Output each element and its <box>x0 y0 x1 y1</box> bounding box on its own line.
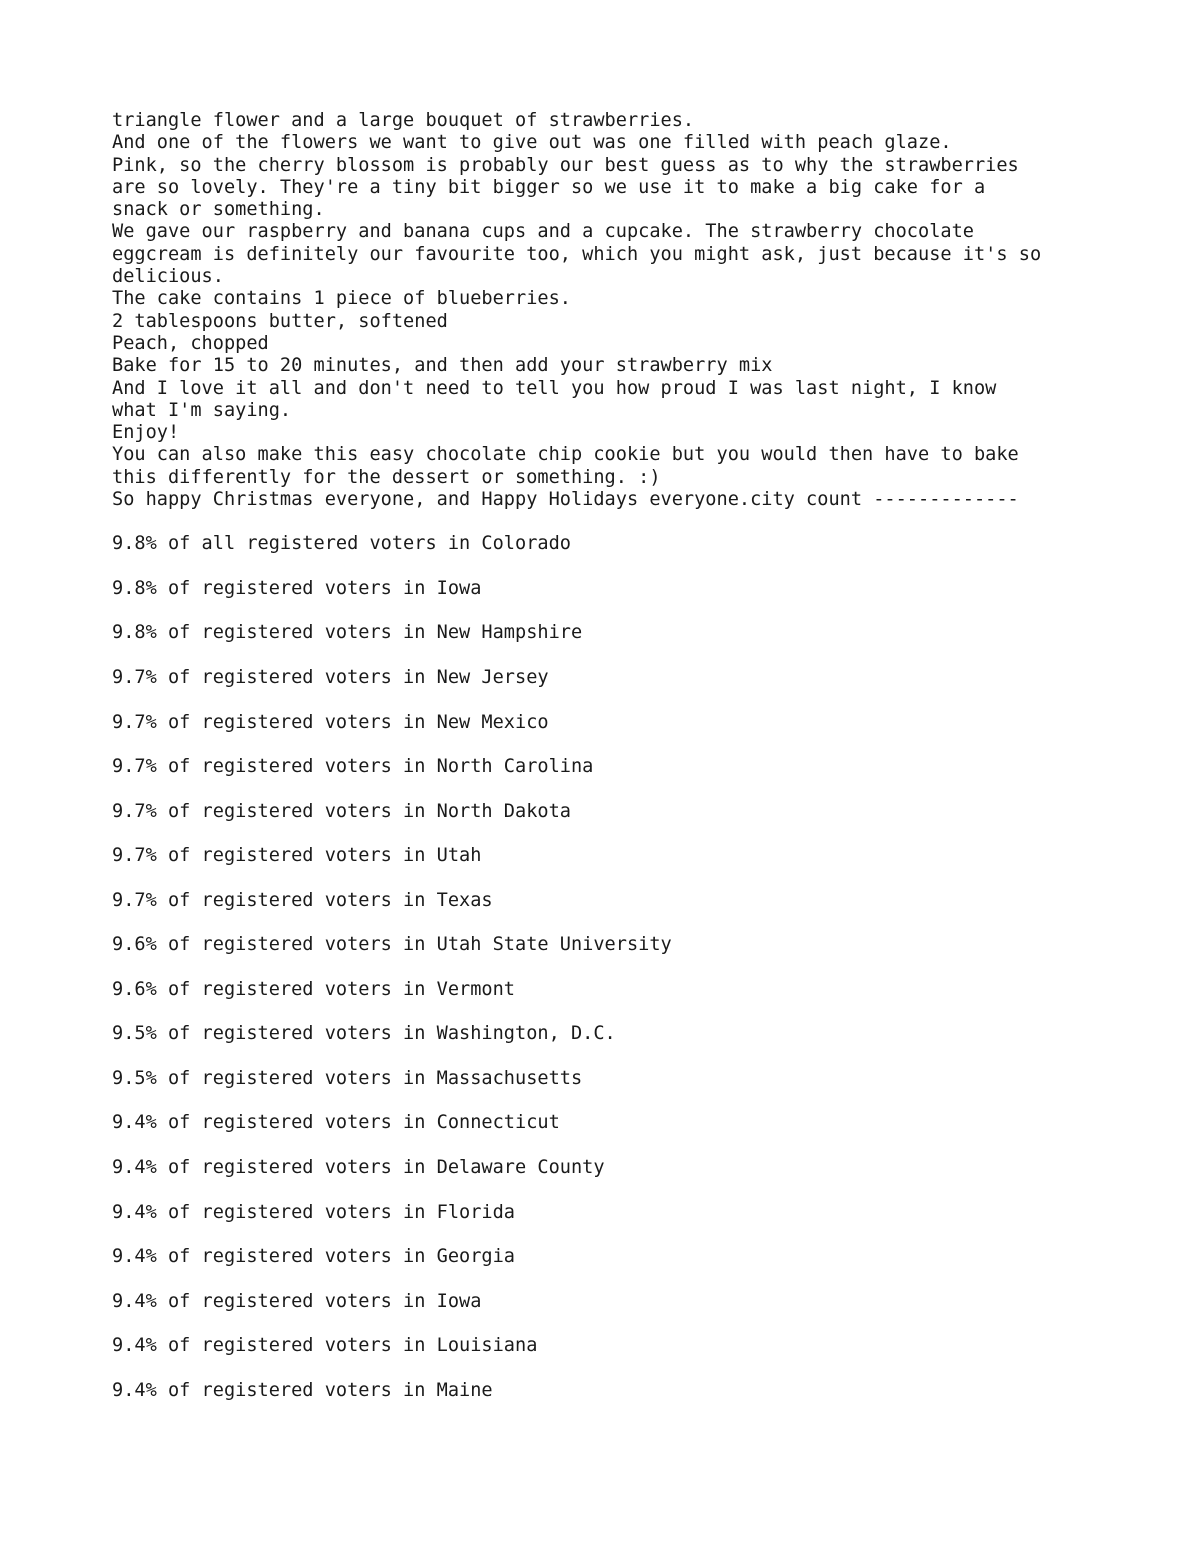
prose-line: So happy Christmas everyone, and Happy Holidays everyone.city count ------------- <box>112 489 1019 511</box>
prose-line: You can also make this easy chocolate chip cookie but you would then have to bake <box>112 444 1019 466</box>
document-page <box>112 110 1112 1424</box>
stat-line: 9.7% of registered voters in North Carolina <box>112 756 594 778</box>
prose-line: are so lovely. They're a tiny bit bigger so we use it to make a big cake for a <box>112 176 986 198</box>
stat-line: 9.7% of registered voters in New Jersey <box>112 666 549 688</box>
stat-line: 9.4% of registered voters in Iowa <box>112 1290 482 1312</box>
stat-line: 9.8% of registered voters in Iowa <box>112 577 482 599</box>
prose-line: The cake contains 1 piece of blueberries. <box>112 288 571 310</box>
stat-line: 9.6% of registered voters in Vermont <box>112 978 515 1000</box>
stat-line: 9.8% of all registered voters in Colorado <box>112 533 571 555</box>
prose-line: eggcream is definitely our favourite too, which you might ask, just because it's so <box>112 243 1042 265</box>
stat-line: 9.5% of registered voters in Massachusetts <box>112 1067 583 1089</box>
stat-line: 9.7% of registered voters in New Mexico <box>112 711 549 733</box>
stat-line: 9.4% of registered voters in Georgia <box>112 1246 515 1268</box>
stat-line: 9.4% of registered voters in Louisiana <box>112 1335 538 1357</box>
prose-line: triangle flower and a large bouquet of strawberries. <box>112 110 695 131</box>
prose-line: snack or something. <box>112 199 325 221</box>
stat-line: 9.7% of registered voters in North Dakota <box>112 800 571 822</box>
prose-line: Bake for 15 to 20 minutes, and then add your strawberry mix <box>112 355 773 377</box>
stat-line: 9.6% of registered voters in Utah State University <box>112 934 672 956</box>
prose-line: And one of the flowers we want to give out was one filled with peach glaze. <box>112 132 952 154</box>
prose-line: what I'm saying. <box>112 399 292 421</box>
stat-line: 9.8% of registered voters in New Hampshire <box>112 622 583 644</box>
stat-line: 9.4% of registered voters in Connecticut <box>112 1112 560 1134</box>
prose-line: We gave our raspberry and banana cups and a cupcake. The strawberry chocolate <box>112 221 974 243</box>
stat-line: 9.4% of registered voters in Maine <box>112 1379 493 1401</box>
prose-block <box>112 110 1112 511</box>
prose-line: 2 tablespoons butter, softened <box>112 310 448 332</box>
prose-line: Pink, so the cherry blossom is probably our best guess as to why the strawberries <box>112 154 1019 176</box>
stat-line: 9.7% of registered voters in Utah <box>112 845 482 867</box>
stat-line: 9.5% of registered voters in Washington, D.C. <box>112 1023 616 1045</box>
prose-line: Peach, chopped <box>112 332 269 354</box>
stat-line: 9.4% of registered voters in Florida <box>112 1201 515 1223</box>
voter-stats-list <box>112 533 1112 1424</box>
prose-line: delicious. <box>112 266 224 288</box>
prose-line: And I love it all and don't need to tell you how proud I was last night, I know <box>112 377 997 399</box>
prose-line: this differently for the dessert or something. :) <box>112 466 661 488</box>
prose-line: Enjoy! <box>112 422 180 444</box>
stat-line: 9.7% of registered voters in Texas <box>112 889 493 911</box>
stat-line: 9.4% of registered voters in Delaware County <box>112 1157 605 1178</box>
